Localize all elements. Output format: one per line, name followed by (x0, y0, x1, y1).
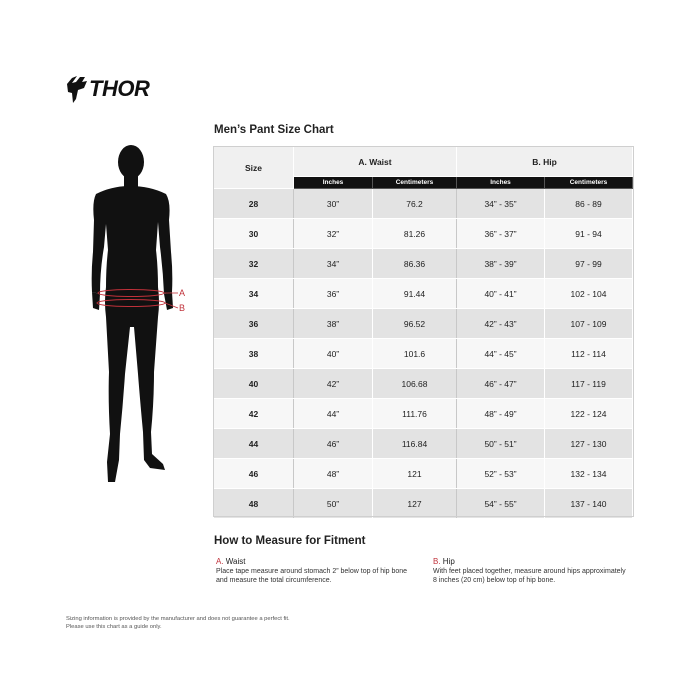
size-cell: 34 (214, 279, 294, 309)
table-row (214, 429, 633, 459)
size-cell: 40 (214, 369, 294, 399)
thor-helmet-icon (66, 74, 88, 104)
waist-cm-cell: 116.84 (373, 429, 457, 459)
size-cell: 44 (214, 429, 294, 459)
disclaimer (66, 615, 326, 631)
chart-title: Men’s Pant Size Chart (214, 124, 334, 136)
hip-inches-cell: 46” - 47” (457, 369, 545, 399)
table-row (214, 279, 633, 309)
waist-cm-cell: 96.52 (373, 309, 457, 339)
size-cell: 42 (214, 399, 294, 429)
hip-inches-cell: 38” - 39” (457, 249, 545, 279)
waist-inches-cell: 42” (294, 369, 373, 399)
waist-cm-cell: 106.68 (373, 369, 457, 399)
hip-cm-cell: 107 - 109 (545, 309, 633, 339)
hip-cm-cell: 132 - 134 (545, 459, 633, 489)
table-row (214, 219, 633, 249)
hip-cm-cell: 91 - 94 (545, 219, 633, 249)
marker-b-label: B (179, 303, 186, 313)
waist-inches-cell: 34” (294, 249, 373, 279)
waist-inches-cell: 44” (294, 399, 373, 429)
waist-letter: A. (216, 557, 224, 566)
waist-inches-cell: 36” (294, 279, 373, 309)
waist-cm-header: Centimeters (373, 177, 457, 189)
hip-inches-cell: 48” - 49” (457, 399, 545, 429)
hip-inches-cell: 44” - 45” (457, 339, 545, 369)
table-row (214, 369, 633, 399)
body-silhouette (72, 142, 202, 487)
waist-cm-cell: 86.36 (373, 249, 457, 279)
waist-cm-cell: 76.2 (373, 189, 457, 219)
hip-inches-cell: 54” - 55” (457, 489, 545, 519)
disclaimer-line-2: Please use this chart as a guide only. (66, 624, 162, 630)
hip-instructions (433, 557, 628, 585)
waist-inches-cell: 32” (294, 219, 373, 249)
waist-cm-cell: 121 (373, 459, 457, 489)
size-cell: 46 (214, 459, 294, 489)
waist-inches-cell: 48” (294, 459, 373, 489)
hip-cm-cell: 112 - 114 (545, 339, 633, 369)
size-cell: 38 (214, 339, 294, 369)
table-row (214, 249, 633, 279)
waist-cm-cell: 81.26 (373, 219, 457, 249)
table-row (214, 339, 633, 369)
waist-text: Place tape measure around stomach 2” below top of hip bone and measure the total circumference. (216, 568, 408, 584)
table-row (214, 399, 633, 429)
hip-cm-cell: 137 - 140 (545, 489, 633, 519)
waist-inches-cell: 50” (294, 489, 373, 519)
size-cell: 36 (214, 309, 294, 339)
waist-cm-cell: 111.76 (373, 399, 457, 429)
waist-cm-cell: 101.6 (373, 339, 457, 369)
hip-inches-cell: 36” - 37” (457, 219, 545, 249)
hip-label: Hip (442, 557, 455, 566)
table-row (214, 459, 633, 489)
hip-cm-cell: 86 - 89 (545, 189, 633, 219)
table-row (214, 309, 633, 339)
table-row (214, 489, 633, 519)
size-rows (214, 189, 633, 519)
hip-letter: B. (433, 557, 441, 566)
thor-logo (66, 74, 149, 104)
marker-a-label: A (179, 288, 186, 298)
table-row (214, 189, 633, 219)
hip-inches-cell: 52” - 53” (457, 459, 545, 489)
brand-name: THOR (89, 76, 150, 101)
size-cell: 48 (214, 489, 294, 519)
waist-inches-cell: 38” (294, 309, 373, 339)
waist-instructions (216, 557, 416, 585)
hip-inches-cell: 40” - 41” (457, 279, 545, 309)
hip-cm-cell: 127 - 130 (545, 429, 633, 459)
waist-inches-cell: 46” (294, 429, 373, 459)
waist-inches-header: Inches (294, 177, 373, 189)
hip-inches-cell: 34” - 35” (457, 189, 545, 219)
waist-column-header: A. Waist (294, 147, 457, 177)
waist-cm-cell: 127 (373, 489, 457, 519)
hip-cm-cell: 122 - 124 (545, 399, 633, 429)
hip-cm-cell: 102 - 104 (545, 279, 633, 309)
hip-inches-cell: 42” - 43” (457, 309, 545, 339)
hip-cm-cell: 97 - 99 (545, 249, 633, 279)
hip-inches-cell: 50” - 51” (457, 429, 545, 459)
disclaimer-line-1: Sizing information is provided by the manufacturer and does not guarantee a perfect fit. (66, 616, 290, 622)
waist-cm-cell: 91.44 (373, 279, 457, 309)
size-cell: 28 (214, 189, 294, 219)
measure-title: How to Measure for Fitment (214, 535, 366, 547)
waist-inches-cell: 40” (294, 339, 373, 369)
hip-inches-header: Inches (457, 177, 545, 189)
hip-cm-cell: 117 - 119 (545, 369, 633, 399)
size-column-header: Size (214, 147, 294, 189)
hip-cm-header: Centimeters (545, 177, 633, 189)
size-chart-table (213, 146, 633, 519)
hip-column-header: B. Hip (457, 147, 633, 177)
waist-label: Waist (225, 557, 246, 566)
hip-text: With feet placed together, measure around hips approximately 8 inches (20 cm) below top of hip bone. (433, 568, 626, 584)
size-cell: 32 (214, 249, 294, 279)
waist-inches-cell: 30” (294, 189, 373, 219)
size-cell: 30 (214, 219, 294, 249)
